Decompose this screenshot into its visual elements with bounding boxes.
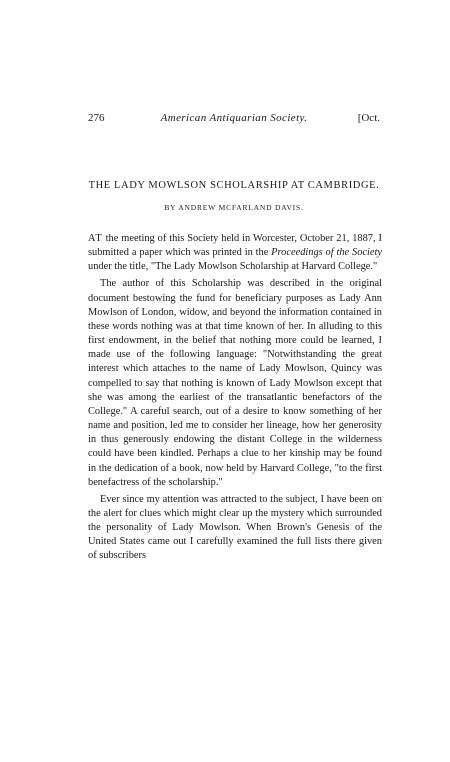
page-number: 276 bbox=[88, 112, 105, 124]
paragraph-1-text-b: under the title, "The Lady Mowlson Scholarship at Harvard College." bbox=[88, 261, 378, 273]
paragraph-1-lead-word: AT bbox=[88, 233, 103, 244]
paragraph-1-italic-title: Proceedings of the Society bbox=[271, 247, 383, 259]
paragraph-2: The author of this Scholarship was described in the original document bestowing the fund for beneficiary purposes as Lady Ann Mowlson of London, widow, and beyond the information contained in these words nothing was at that time known of her. In alluding to this first endowment, in the belief that nothing more could be learned, I made use of the following language: "Notwithstanding the great interest which attaches to the name of Lady Mowlson, Quincy was compelled to say that nothing is known of Lady Mowlson except that she was among the earliest of the transatlantic benefactors of the College." A careful search, out of a desire to know something of her name and position, led me to consider her lineage, how her generosity in thus generously endowing the distant College in the wilderness could have been kindled. Perhaps a clue to her kinship may be found in the dedication of a book, now held by Harvard College, "to the first benefactress of the scholarship." bbox=[88, 278, 382, 488]
paragraph-1 bbox=[88, 232, 382, 274]
article-title: THE LADY MOWLSON SCHOLARSHIP AT CAMBRIDGE. bbox=[88, 180, 380, 191]
article-byline: BY ANDREW MCFARLAND DAVIS. bbox=[164, 203, 304, 212]
paragraph-3: Ever since my attention was attracted to the subject, I have been on the alert for clues which might clear up the mystery which surrounded the personality of Lady Mowlson. When Brown's Genesis of the United States came out I carefully examined the full lists there given of subscribers bbox=[88, 493, 382, 562]
paragraph-1-text-a: the meeting of this Society held in Worcester, October 21, 1887, I submitted a paper which was printed in the bbox=[88, 233, 382, 259]
journal-title: American Antiquarian Society. bbox=[160, 112, 308, 124]
running-head bbox=[88, 112, 380, 128]
article-body bbox=[88, 232, 382, 564]
issue-month: [Oct. bbox=[357, 112, 380, 124]
